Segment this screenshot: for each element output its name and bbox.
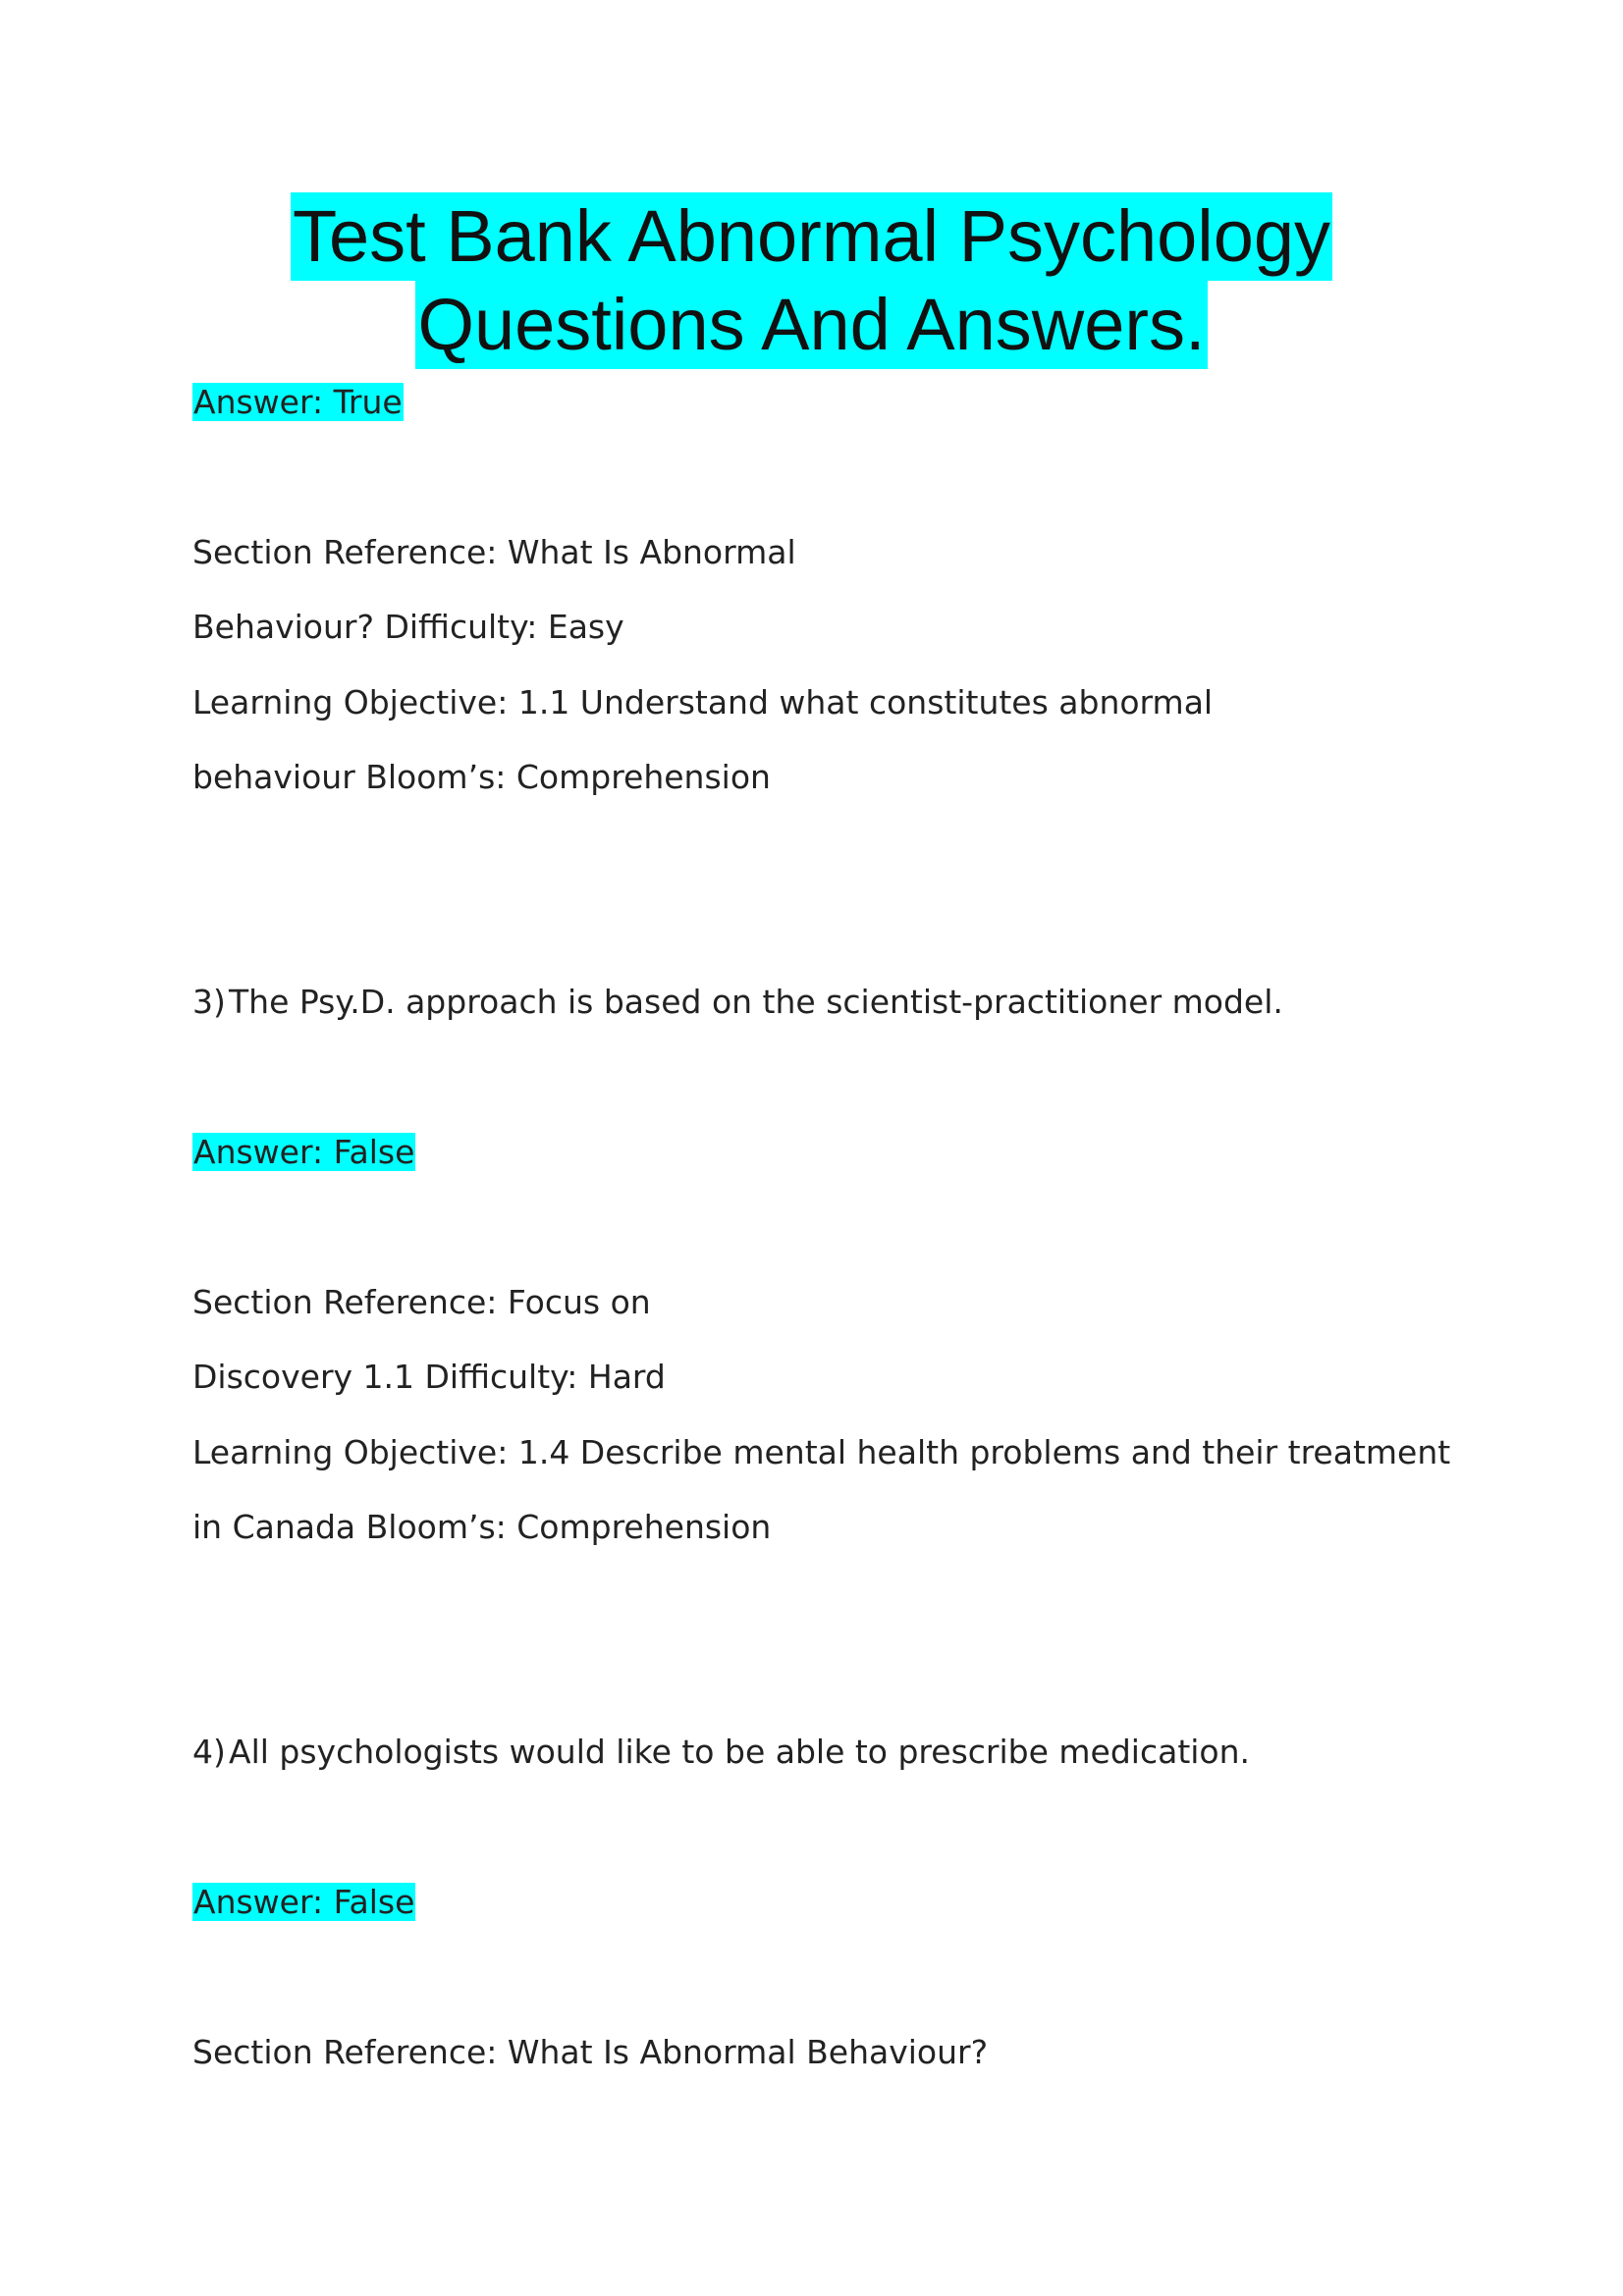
question-text: The Psy.D. approach is based on the scientist-practitioner model.: [229, 983, 1283, 1021]
answer-line: [192, 1133, 415, 1172]
learning-objective: Learning Objective: 1.1 Understand what constitutes abnormal: [192, 683, 1214, 721]
bloom-line: in Canada Bloom’s: Comprehension: [192, 1508, 772, 1546]
answer-highlight: Answer: True: [193, 383, 403, 421]
difficulty-line: Behaviour? Difficulty: Easy: [192, 608, 624, 646]
learning-objective: Learning Objective: 1.4 Describe mental health problems and their treatment: [192, 1433, 1451, 1471]
section-reference: Section Reference: Focus on: [192, 1283, 651, 1321]
question-4: [192, 1733, 1250, 1772]
question-text: All psychologists would like to be able to prescribe medication.: [229, 1733, 1251, 1771]
document-title: [0, 192, 1623, 369]
difficulty-line: Discovery 1.1 Difficulty: Hard: [192, 1358, 666, 1396]
question-number: 3): [192, 983, 226, 1021]
section-reference: Section Reference: What Is Abnormal: [192, 533, 796, 571]
title-line-2: Questions And Answers.: [415, 281, 1207, 369]
answer-line: [192, 383, 404, 422]
question-3: [192, 983, 1283, 1022]
section-reference: Section Reference: What Is Abnormal Behaviour?: [192, 2033, 989, 2071]
answer-highlight: Answer: False: [193, 1133, 415, 1171]
question-number: 4): [192, 1733, 226, 1771]
bloom-line: behaviour Bloom’s: Comprehension: [192, 758, 771, 796]
answer-highlight: Answer: False: [193, 1883, 415, 1921]
answer-line: [192, 1883, 415, 1922]
title-line-1: Test Bank Abnormal Psychology: [291, 192, 1332, 281]
